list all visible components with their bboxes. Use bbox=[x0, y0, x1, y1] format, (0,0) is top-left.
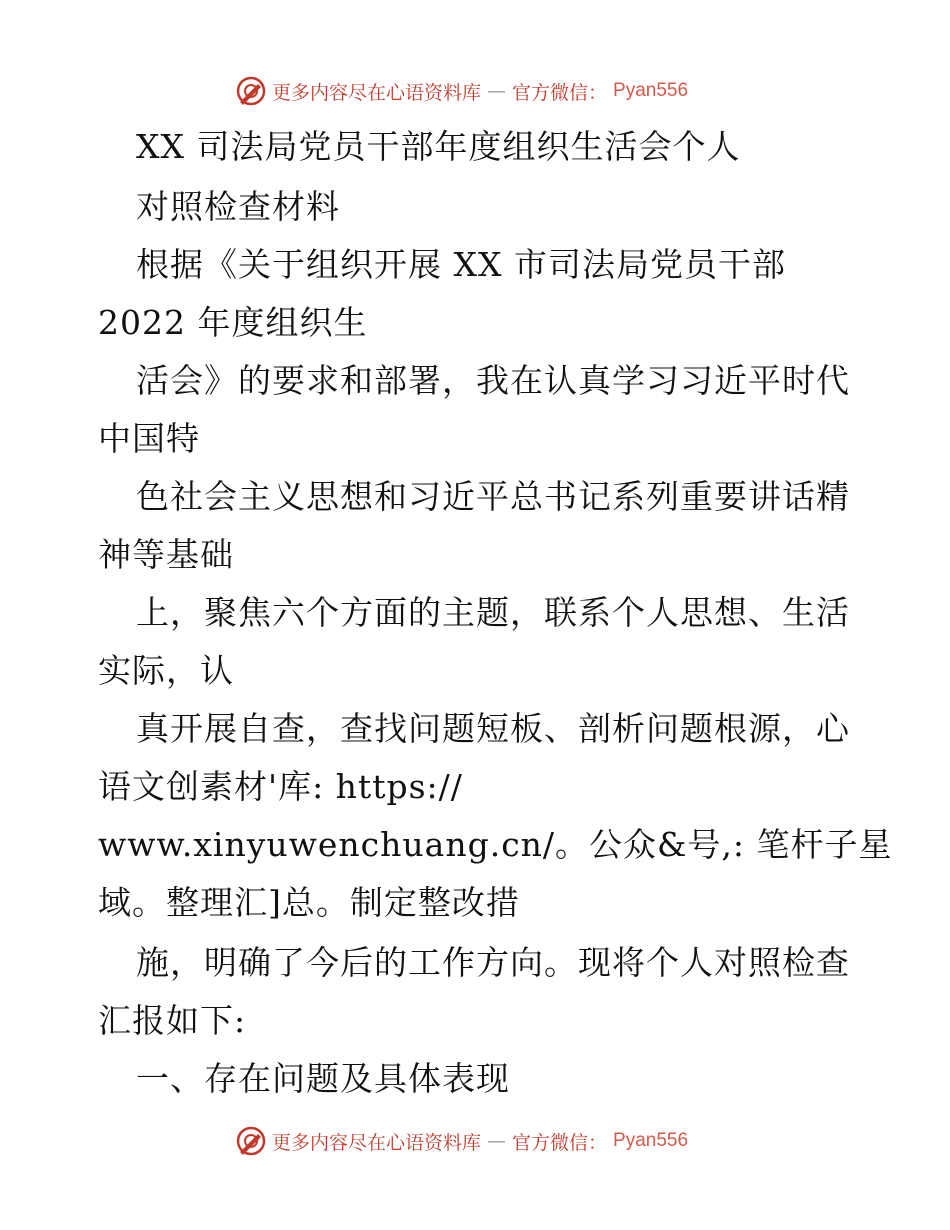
doc-text-line: 中国特 bbox=[98, 419, 200, 458]
doc-text-line: 上，聚焦六个方面的主题，联系个人思想、生活 bbox=[136, 593, 850, 632]
pen-logo-icon bbox=[236, 1126, 266, 1156]
doc-text-line: 语文创素材'库: https:// bbox=[98, 767, 463, 806]
doc-text-line: 活会》的要求和部署，我在认真学习习近平时代 bbox=[136, 361, 850, 400]
doc-text-line: 域。整理汇]总。制定整改措 bbox=[98, 883, 520, 922]
doc-text-line: 根据《关于组织开展 XX 市司法局党员干部 bbox=[136, 245, 786, 284]
watermark-separator: — bbox=[487, 80, 507, 102]
doc-title-line-1: XX 司法局党员干部年度组织生活会个人 bbox=[136, 127, 741, 166]
doc-text-line: 2022 年度组织生 bbox=[98, 303, 368, 342]
watermark-wechat-id: Pyan556 bbox=[613, 80, 689, 101]
doc-text-line: 施，明确了今后的工作方向。现将个人对照检查 bbox=[136, 943, 850, 982]
watermark-text: 更多内容尽在心语资料库 bbox=[272, 81, 482, 104]
doc-text-line: www.xinyuwenchuang.cn/。公众&号,: 笔杆子星 bbox=[98, 825, 893, 864]
watermark-label: 官方微信： bbox=[512, 1131, 608, 1154]
section-heading: 一、存在问题及具体表现 bbox=[136, 1059, 510, 1098]
watermark-label: 官方微信： bbox=[512, 81, 608, 104]
watermark-separator: — bbox=[487, 1130, 507, 1152]
footer-watermark bbox=[236, 1124, 688, 1158]
doc-text-line: 神等基础 bbox=[98, 535, 234, 574]
doc-text-line: 实际，认 bbox=[98, 651, 234, 690]
doc-text-line: 真开展自查，查找问题短板、剖析问题根源，心 bbox=[136, 709, 850, 748]
doc-title-line-2: 对照检查材料 bbox=[136, 187, 340, 226]
doc-text-line: 汇报如下: bbox=[98, 1001, 247, 1040]
doc-text-line: 色社会主义思想和习近平总书记系列重要讲话精 bbox=[136, 477, 850, 516]
watermark-wechat-id: Pyan556 bbox=[613, 1130, 689, 1151]
watermark-text: 更多内容尽在心语资料库 bbox=[272, 1131, 482, 1154]
